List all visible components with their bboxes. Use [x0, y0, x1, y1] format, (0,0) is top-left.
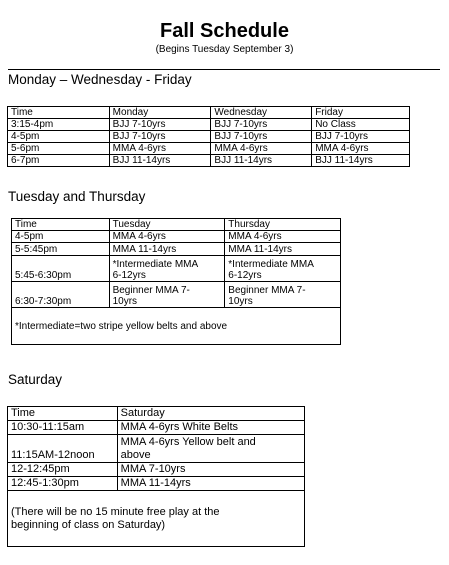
table-row [8, 131, 410, 143]
time-cell: 11:15AM-12noon [8, 435, 118, 463]
class-line: 10yrs [228, 296, 253, 307]
class-cell: MMA 4-6yrs [225, 231, 341, 243]
schedule-table-saturday [7, 406, 305, 547]
class-line: 10yrs [112, 296, 138, 307]
time-cell: 6:30-7:30pm [12, 282, 110, 308]
class-cell: MMA 4-6yrs [312, 143, 410, 155]
time-cell: 3:15-4pm [8, 119, 110, 131]
table-row [8, 463, 305, 477]
class-cell: MMA 4-6yrs [109, 231, 225, 243]
table-row [8, 435, 305, 463]
header-time: Time [8, 107, 110, 119]
header-thursday: Thursday [225, 219, 341, 231]
class-line: *Intermediate MMA [112, 259, 199, 270]
table-row [12, 231, 341, 243]
class-cell: BJJ 11-14yrs [109, 155, 211, 167]
table-row [8, 155, 410, 167]
class-cell: MMA 7-10yrs [117, 463, 304, 477]
class-cell: MMA 4-6yrs [211, 143, 312, 155]
time-cell: 12:45-1:30pm [8, 477, 118, 491]
table-row [8, 421, 305, 435]
time-cell: 4-5pm [8, 131, 110, 143]
time-cell: 10:30-11:15am [8, 421, 118, 435]
class-cell: MMA 4-6yrs [109, 143, 211, 155]
table-row [12, 282, 341, 308]
time-cell: 4-5pm [12, 231, 110, 243]
header-time: Time [12, 219, 110, 231]
note-row [8, 491, 305, 547]
class-line: above [120, 449, 151, 461]
table-row [12, 256, 341, 282]
note-line: (There will be no 15 minute free play at the [11, 505, 220, 518]
class-cell: MMA 11-14yrs [117, 477, 304, 491]
time-cell: 12-12:45pm [8, 463, 118, 477]
schedule-table-tue-thu [11, 218, 341, 345]
class-cell [109, 256, 225, 282]
table-row [8, 477, 305, 491]
class-cell: BJJ 7-10yrs [211, 119, 312, 131]
class-cell: BJJ 11-14yrs [312, 155, 410, 167]
time-cell: 5:45-6:30pm [12, 256, 110, 282]
class-line: 6-12yrs [228, 270, 262, 281]
header-monday: Monday [109, 107, 211, 119]
header-time: Time [8, 407, 118, 421]
class-cell [109, 282, 225, 308]
time-cell: 5-6pm [8, 143, 110, 155]
table-header-row [8, 407, 305, 421]
section-heading-tue-thu: Tuesday and Thursday [8, 189, 146, 204]
page-title: Fall Schedule [160, 20, 289, 42]
class-cell: MMA 4-6yrs White Belts [117, 421, 304, 435]
page-subtitle: (Begins Tuesday September 3) [155, 44, 294, 55]
class-cell: BJJ 11-14yrs [211, 155, 312, 167]
class-line: Beginner MMA 7- [112, 285, 190, 296]
title-divider [8, 69, 440, 70]
header-friday: Friday [312, 107, 410, 119]
class-cell [225, 282, 341, 308]
section-heading-mwf: Monday – Wednesday - Friday [8, 72, 192, 87]
class-cell: BJJ 7-10yrs [211, 131, 312, 143]
class-line: *Intermediate MMA [228, 259, 314, 270]
table-header-row [8, 107, 410, 119]
note-row [12, 308, 341, 345]
class-cell: BJJ 7-10yrs [109, 131, 211, 143]
class-cell: MMA 11-14yrs [225, 243, 341, 256]
note-line: beginning of class on Saturday) [11, 518, 166, 531]
table-row [8, 143, 410, 155]
class-line: 6-12yrs [112, 270, 146, 281]
time-cell: 6-7pm [8, 155, 110, 167]
class-cell [117, 435, 304, 463]
class-cell: MMA 11-14yrs [109, 243, 225, 256]
header-tuesday: Tuesday [109, 219, 225, 231]
saturday-note [8, 491, 305, 547]
class-cell [225, 256, 341, 282]
table-row [8, 119, 410, 131]
class-cell: BJJ 7-10yrs [109, 119, 211, 131]
header-wednesday: Wednesday [211, 107, 312, 119]
class-cell: No Class [312, 119, 410, 131]
table-header-row [12, 219, 341, 231]
class-cell: BJJ 7-10yrs [312, 131, 410, 143]
intermediate-note: *Intermediate=two stripe yellow belts and above [12, 308, 341, 345]
class-line: MMA 4-6yrs Yellow belt and [120, 436, 256, 448]
section-heading-saturday: Saturday [8, 372, 63, 387]
header-saturday: Saturday [117, 407, 304, 421]
time-cell: 5-5:45pm [12, 243, 110, 256]
schedule-table-mwf [7, 106, 410, 167]
table-row [12, 243, 341, 256]
class-line: Beginner MMA 7- [228, 285, 306, 296]
